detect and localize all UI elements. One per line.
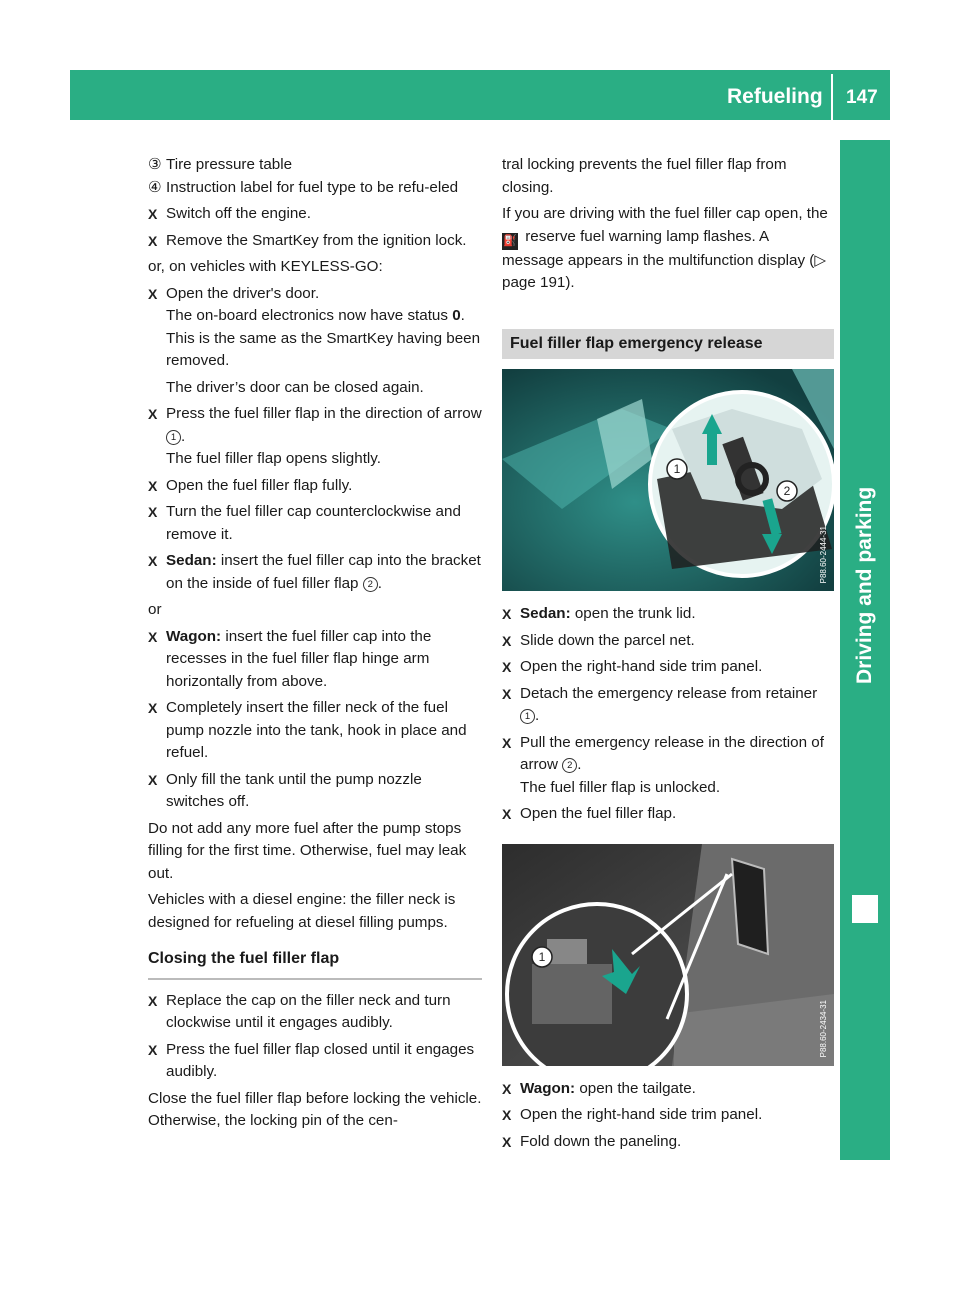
step-result: The driver’s door can be closed again. [166, 378, 424, 396]
legend-number: ④ [148, 178, 162, 196]
step: X Open the driver's door. The on-board electronics now have status 0. This is the same as the SmartKey having been removed. The driver’s door can be closed again. [148, 283, 482, 400]
step: X Wagon: insert the fuel filler cap into the recesses in the fuel filler flap hinge arm horizontally from above. [148, 627, 432, 690]
step-bullet-icon: X [148, 992, 158, 1009]
photo-code: P88.60-2444-31 [819, 525, 828, 583]
step: X Open the right-hand side trim panel. [502, 1104, 834, 1127]
step-bullet-icon: X [502, 734, 512, 751]
emergency-release-photo [502, 369, 834, 591]
page-section-title: Refueling [727, 85, 823, 108]
step-bullet-icon: X [148, 553, 158, 569]
photo-label-2: 2 [783, 484, 791, 498]
legend-item: ③ Tire pressure table [148, 154, 482, 177]
step: X Open the fuel filler flap. [502, 803, 834, 826]
step-bullet-icon: X [148, 477, 158, 494]
step-bullet-icon: X [502, 806, 512, 822]
marker-1-icon: 1 [166, 430, 181, 445]
step: X Turn the fuel filler cap counterclockwise and remove it. [148, 503, 461, 543]
step-bullet-icon: X [148, 406, 158, 422]
trunk-illustration [502, 369, 834, 591]
marker-2-icon: 2 [363, 577, 378, 592]
step: X Replace the cap on the filler neck and turn clockwise until it engages audibly. [148, 991, 451, 1031]
step: X Sedan: insert the fuel filler cap into the bracket on the inside of fuel filler flap 2 . [148, 552, 481, 592]
legend-item: ④ Instruction label for fuel type to be refu-eled [148, 177, 482, 200]
wagon-trunk-photo [502, 844, 834, 1066]
page-ref-arrow-icon: ▷ [814, 251, 827, 269]
step-bullet-icon: X [148, 1041, 158, 1058]
step-bullet-icon: X [148, 504, 158, 520]
step: X Pull the emergency release in the direction of arrow 2 . The fuel filler flap is unlocked. [502, 732, 834, 800]
page-number: 147 [846, 87, 878, 108]
paragraph: Close the fuel filler flap before locking the vehicle. Otherwise, the locking pin of the cen- [148, 1089, 482, 1129]
step-bullet-icon: X [148, 628, 158, 645]
step: X Only fill the tank until the pump nozzle switches off. [148, 770, 422, 810]
right-column [502, 154, 834, 1153]
legend-number: ③ [148, 156, 162, 173]
step-bullet-icon: X [502, 1133, 512, 1150]
step-bullet-icon: X [502, 632, 512, 649]
step-bullet-icon: X [148, 232, 158, 249]
step: X Wagon: open the tailgate. [502, 1078, 834, 1101]
step-bullet-icon: X [148, 700, 158, 716]
left-column [148, 154, 482, 1133]
step: X Open the fuel filler flap fully. [148, 475, 482, 498]
step-bullet-icon: X [502, 1080, 512, 1097]
side-tab-label: Driving and parking [853, 486, 876, 684]
paragraph: or, on vehicles with KEYLESS-GO: [148, 258, 383, 275]
paragraph: If you are driving with the fuel filler cap open, the ⛽ reserve fuel warning lamp flashes. A message appears in the multifunction display (▷ page 191). [502, 205, 828, 291]
wagon-illustration [502, 844, 834, 1066]
photo-label-1: 1 [538, 949, 546, 964]
header-divider [831, 74, 833, 120]
step: X Detach the emergency release from retainer 1 . [502, 684, 818, 724]
photo-label-1: 1 [673, 462, 681, 476]
step-bullet-icon: X [148, 206, 158, 222]
step: X Press the fuel filler flap closed until it engages audibly. [148, 1040, 475, 1080]
paragraph: tral locking prevents the fuel filler flap from closing. [502, 156, 787, 196]
step: X Open the right-hand side trim panel. [502, 656, 834, 679]
step: X Slide down the parcel net. [502, 630, 834, 653]
step: X Remove the SmartKey from the ignition lock. [148, 230, 482, 253]
step-bullet-icon: X [502, 659, 512, 675]
side-tab-marker [852, 895, 878, 923]
photo-code: P88.60-2434-31 [819, 1000, 828, 1058]
paragraph: Do not add any more fuel after the pump stops filling for the first time. Otherwise, fuel may leak out. [148, 819, 467, 882]
step-result: The fuel filler flap is unlocked. [520, 778, 721, 796]
step-bullet-icon: X [502, 1107, 512, 1123]
section-heading: Fuel filler flap emergency release [502, 329, 834, 360]
step-bullet-icon: X [502, 685, 512, 702]
fuel-pump-icon: ⛽ [502, 233, 518, 250]
step-result: The fuel filler flap opens slightly. [166, 450, 381, 467]
section-heading: Closing the fuel filler flap [148, 948, 482, 980]
step: X Press the fuel filler flap in the direction of arrow 1 . The fuel filler flap opens slightly. [148, 403, 482, 471]
step: X Fold down the paneling. [502, 1131, 834, 1154]
step-bullet-icon: X [148, 285, 158, 302]
step-result: The on-board electronics now have status 0. This is the same as the SmartKey having been removed. [166, 307, 481, 369]
step-bullet-icon: X [502, 606, 512, 622]
paragraph: or [148, 601, 162, 618]
marker-2-icon: 2 [562, 758, 577, 773]
step-bullet-icon: X [148, 771, 158, 788]
step: X Switch off the engine. [148, 203, 482, 226]
step: X Completely insert the filler neck of the fuel pump nozzle into the tank, hook in place and refuel. [148, 699, 467, 761]
marker-1-icon: 1 [520, 709, 535, 724]
paragraph: Vehicles with a diesel engine: the filler neck is designed for refueling at diesel filling pumps. [148, 891, 456, 931]
step: X Sedan: open the trunk lid. [502, 603, 834, 626]
